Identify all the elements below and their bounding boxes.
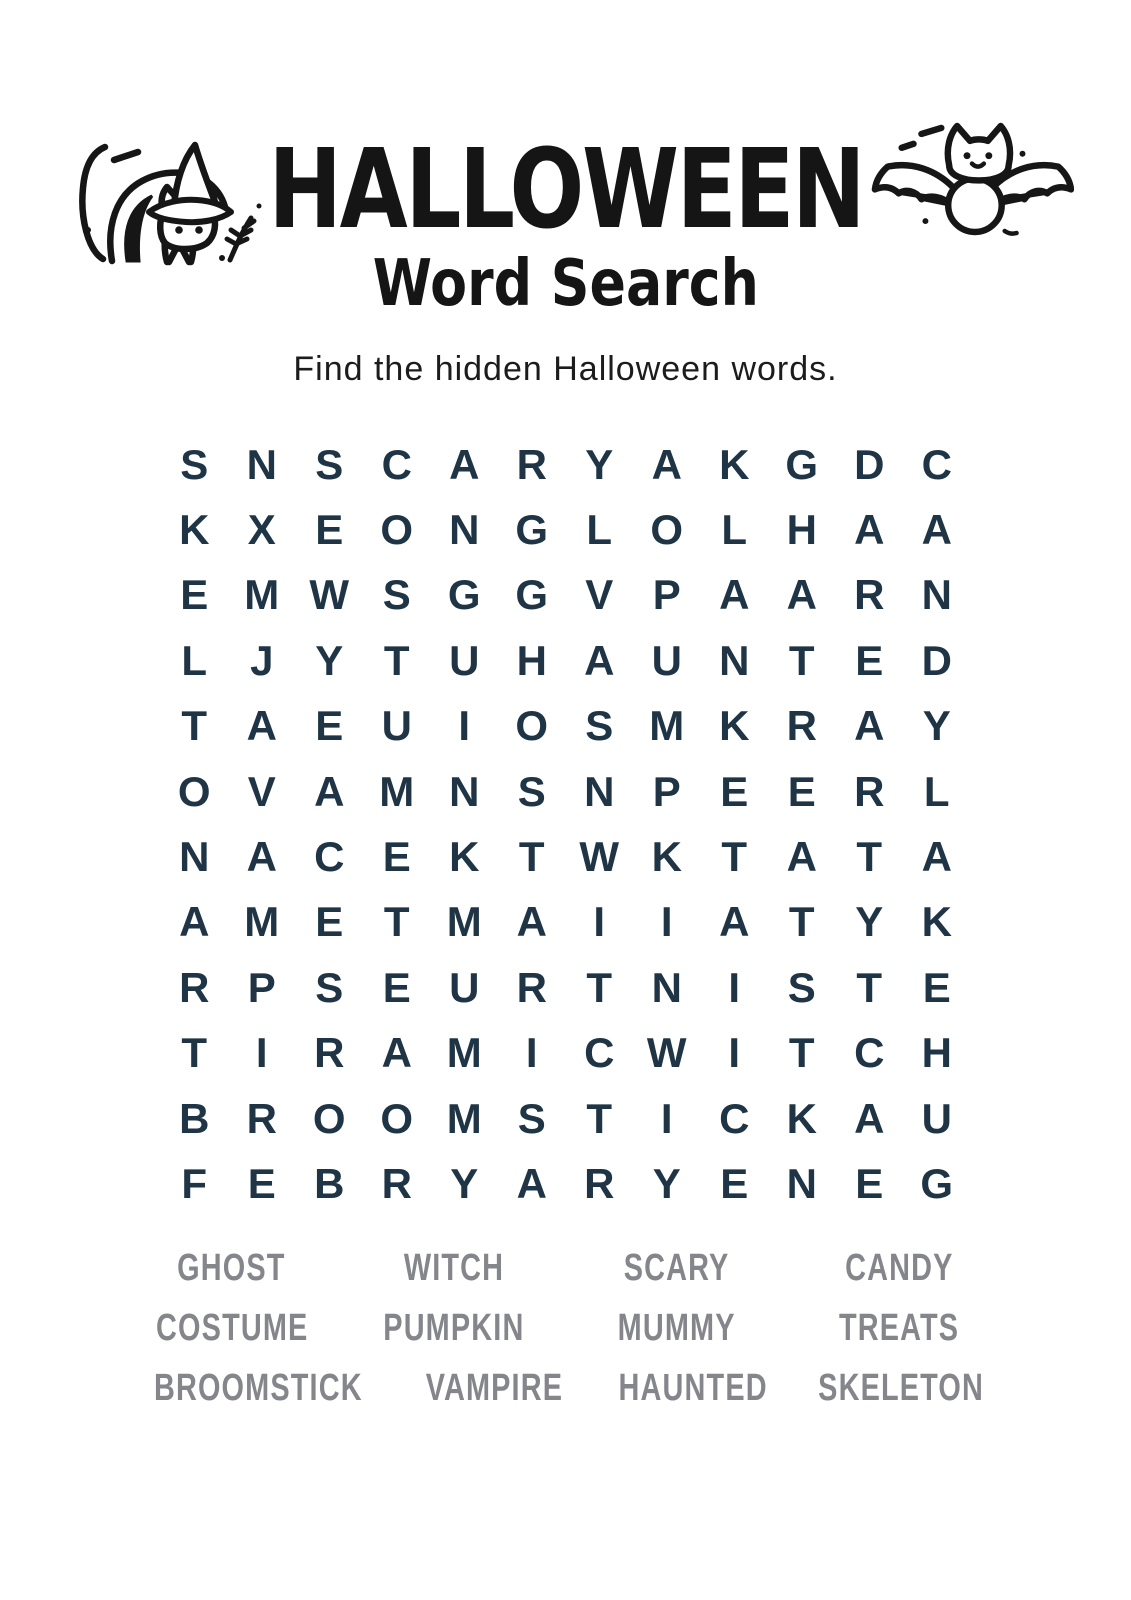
grid-letter: S: [315, 440, 344, 488]
grid-letter: S: [180, 440, 209, 488]
grid-letter: A: [246, 833, 277, 881]
grid-letter: G: [515, 571, 549, 619]
grid-letter: M: [244, 898, 280, 946]
grid-letter: K: [179, 506, 210, 554]
grid-letter: T: [383, 898, 410, 946]
word-list-item: MUMMY: [617, 1307, 736, 1349]
grid-letter: R: [854, 767, 885, 815]
grid-letter: M: [446, 1029, 482, 1077]
word-list-item: TREATS: [839, 1307, 960, 1349]
grid-letter: T: [788, 1029, 815, 1077]
grid-letter: E: [787, 767, 816, 815]
word-list-item: WITCH: [404, 1247, 505, 1289]
grid-letter: R: [584, 1159, 615, 1207]
grid-letter: C: [584, 1029, 615, 1077]
grid-letter: A: [786, 571, 817, 619]
word-list-item: VAMPIRE: [425, 1367, 564, 1409]
grid-letter: M: [446, 898, 482, 946]
grid-letter: S: [315, 963, 344, 1011]
grid-letter: S: [517, 767, 546, 815]
grid-letter: R: [179, 963, 210, 1011]
grid-letter: K: [719, 440, 750, 488]
grid-letter: K: [719, 702, 750, 750]
grid-letter: E: [922, 963, 951, 1011]
grid-letter: A: [584, 636, 615, 684]
grid-letter: W: [646, 1029, 687, 1077]
grid-letter: N: [246, 440, 277, 488]
grid-letter: A: [921, 506, 952, 554]
grid-letter: R: [381, 1159, 412, 1207]
grid-letter: U: [381, 702, 412, 750]
grid-letter: Y: [585, 440, 614, 488]
word-list-item: BROOMSTICK: [153, 1367, 363, 1409]
grid-letter: C: [381, 440, 412, 488]
grid-letter: E: [315, 702, 344, 750]
grid-letter: E: [247, 1159, 276, 1207]
grid-letter: O: [312, 1094, 346, 1142]
grid-letter: K: [651, 833, 682, 881]
grid-letter: J: [250, 636, 274, 684]
grid-letter: T: [721, 833, 748, 881]
grid-letter: A: [854, 1094, 885, 1142]
grid-letter: Y: [855, 898, 884, 946]
grid-letter: A: [516, 1159, 547, 1207]
word-list-item: COSTUME: [155, 1307, 308, 1349]
grid-letter: R: [246, 1094, 277, 1142]
grid-letter: G: [920, 1159, 954, 1207]
grid-letter: E: [180, 571, 209, 619]
word-list-item: CANDY: [845, 1247, 954, 1289]
word-list-row: [121, 1238, 1011, 1298]
grid-letter: T: [383, 636, 410, 684]
grid-letter: I: [593, 898, 606, 946]
grid-letter: O: [515, 702, 549, 750]
grid-letter: N: [651, 963, 682, 1011]
grid-letter: G: [515, 506, 549, 554]
grid-letter: K: [921, 898, 952, 946]
grid-letter: E: [315, 898, 344, 946]
grid-letter: I: [728, 1029, 741, 1077]
grid-letter: A: [381, 1029, 412, 1077]
grid-letter: Y: [922, 702, 951, 750]
grid-letter: S: [585, 702, 614, 750]
grid-letter: C: [921, 440, 952, 488]
grid-letter: L: [586, 506, 613, 554]
grid-letter: Y: [652, 1159, 681, 1207]
word-list-item: GHOST: [177, 1247, 286, 1289]
grid-letter: H: [921, 1029, 952, 1077]
grid-letter: C: [719, 1094, 750, 1142]
grid-letter: N: [449, 767, 480, 815]
grid-letter: P: [652, 767, 681, 815]
grid-letter: H: [516, 636, 547, 684]
grid-letter: I: [728, 963, 741, 1011]
page-title: HALLOWEEN: [268, 125, 863, 253]
grid-letter: Y: [315, 636, 344, 684]
grid-letter: D: [921, 636, 952, 684]
grid-letter: W: [309, 571, 350, 619]
grid-letter: U: [449, 636, 480, 684]
grid-letter: A: [179, 898, 210, 946]
grid-letter: M: [379, 767, 415, 815]
grid-letter: T: [181, 1029, 208, 1077]
grid-letter: R: [854, 571, 885, 619]
grid-letter: T: [586, 1094, 613, 1142]
grid-letter: L: [923, 767, 950, 815]
grid-letter: O: [380, 506, 414, 554]
grid-letter: P: [652, 571, 681, 619]
word-list-item: HAUNTED: [618, 1367, 768, 1409]
grid-letter: U: [449, 963, 480, 1011]
grid-letter: I: [660, 1094, 673, 1142]
word-list-row: [121, 1358, 1011, 1418]
grid-letter: A: [314, 767, 345, 815]
grid-letter: S: [517, 1094, 546, 1142]
grid-letter: L: [181, 636, 208, 684]
grid-letter: K: [786, 1094, 817, 1142]
grid-letter: G: [447, 571, 481, 619]
grid-letter: A: [854, 702, 885, 750]
grid-letter: N: [921, 571, 952, 619]
grid-letter: T: [788, 898, 815, 946]
grid-letter: E: [720, 767, 749, 815]
grid-letter: E: [855, 1159, 884, 1207]
word-list-row: [121, 1298, 1011, 1358]
grid-letter: D: [854, 440, 885, 488]
grid-letter: A: [516, 898, 547, 946]
grid-letter: T: [518, 833, 545, 881]
grid-letter: R: [786, 702, 817, 750]
grid-letter: A: [246, 702, 277, 750]
grid-letter: A: [651, 440, 682, 488]
grid-letter: V: [247, 767, 276, 815]
grid-letter: I: [525, 1029, 538, 1077]
grid-letter: I: [255, 1029, 268, 1077]
grid-letter: N: [449, 506, 480, 554]
grid-letter: R: [516, 440, 547, 488]
grid-letter: B: [314, 1159, 345, 1207]
grid-letter: R: [314, 1029, 345, 1077]
grid-letter: I: [660, 898, 673, 946]
grid-letter: P: [247, 963, 276, 1011]
grid-letter: N: [719, 636, 750, 684]
grid-letter: X: [247, 506, 276, 554]
grid-letter: A: [854, 506, 885, 554]
grid-letter: C: [314, 833, 345, 881]
letter-grid: [161, 432, 971, 1217]
instruction-text: Find the hidden Halloween words.: [293, 350, 838, 388]
grid-letter: Y: [450, 1159, 479, 1207]
grid-letter: U: [651, 636, 682, 684]
grid-letter: H: [786, 506, 817, 554]
grid-letter: C: [854, 1029, 885, 1077]
grid-letter: T: [586, 963, 613, 1011]
grid-letter: W: [579, 833, 620, 881]
grid-letter: T: [181, 702, 208, 750]
grid-letter: M: [649, 702, 685, 750]
grid-letter: O: [177, 767, 211, 815]
grid-letter: A: [786, 833, 817, 881]
grid-letter: N: [179, 833, 210, 881]
grid-letter: A: [719, 571, 750, 619]
grid-letter: K: [449, 833, 480, 881]
grid-letter: F: [181, 1159, 208, 1207]
word-list-item: PUMPKIN: [383, 1307, 525, 1349]
grid-letter: A: [719, 898, 750, 946]
grid-letter: L: [721, 506, 748, 554]
grid-letter: T: [856, 963, 883, 1011]
grid-letter: N: [584, 767, 615, 815]
grid-letter: E: [382, 963, 411, 1011]
grid-letter: A: [449, 440, 480, 488]
grid-letter: R: [516, 963, 547, 1011]
grid-letter: E: [315, 506, 344, 554]
grid-letter: E: [855, 636, 884, 684]
word-list-item: SCARY: [623, 1247, 730, 1289]
word-list: [121, 1238, 1011, 1418]
grid-letter: S: [382, 571, 411, 619]
grid-letter: O: [380, 1094, 414, 1142]
grid-letter: G: [785, 440, 819, 488]
grid-letter: V: [585, 571, 614, 619]
grid-letter: B: [179, 1094, 210, 1142]
grid-letter: E: [382, 833, 411, 881]
grid-letter: S: [787, 963, 816, 1011]
grid-letter: O: [650, 506, 684, 554]
page-subtitle: Word Search: [372, 247, 759, 321]
grid-letter: E: [720, 1159, 749, 1207]
grid-letter: M: [446, 1094, 482, 1142]
grid-letter: T: [856, 833, 883, 881]
grid-letter: T: [788, 636, 815, 684]
grid-letter: M: [244, 571, 280, 619]
grid-letter: A: [921, 833, 952, 881]
grid-letter: I: [458, 702, 471, 750]
grid-letter: U: [921, 1094, 952, 1142]
word-list-item: SKELETON: [818, 1367, 985, 1409]
grid-letter: N: [786, 1159, 817, 1207]
